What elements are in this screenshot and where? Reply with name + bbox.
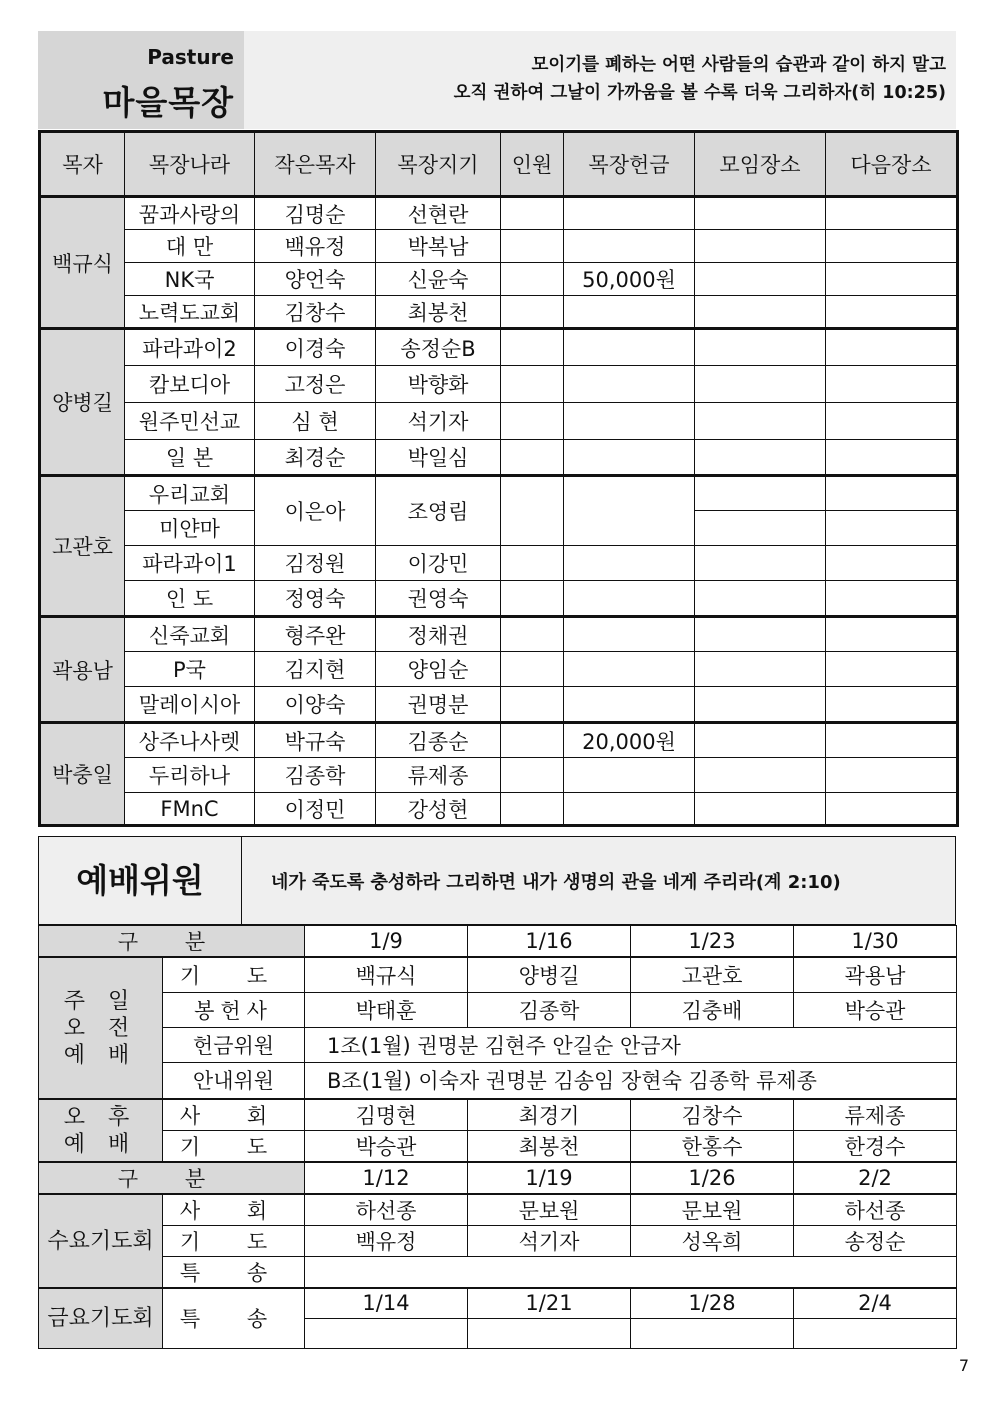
country-cell: 인 도 (125, 581, 255, 617)
pasture-row (40, 263, 958, 296)
country-cell: 미얀마 (125, 511, 255, 546)
pasture-row (40, 617, 958, 652)
next-place-cell (826, 197, 958, 230)
meeting-place-cell (695, 296, 826, 329)
count-cell (501, 403, 564, 440)
small-pastor-cell: 김정원 (255, 546, 376, 581)
next-place-cell (826, 366, 958, 403)
offering-cell (564, 366, 695, 403)
meeting-place-cell (695, 617, 826, 652)
pasture-row (40, 366, 958, 403)
meeting-place-cell (695, 476, 826, 511)
pasture-row (40, 758, 958, 793)
keeper-cell: 권영숙 (376, 581, 501, 617)
sunday-pm-label: 오 후 예 배 (39, 1099, 163, 1162)
name-cell: 백유정 (305, 1226, 468, 1257)
next-place-cell (826, 546, 958, 581)
pasture-title-box (38, 31, 244, 129)
sunday-date-row (39, 926, 957, 958)
worship-title: 예배위원 (39, 837, 242, 924)
role-label: 안내위원 (163, 1062, 305, 1099)
role-label: 특 송 (163, 1257, 305, 1289)
sunday-pm-host-row (39, 1099, 957, 1131)
offering-cell (564, 197, 695, 230)
meeting-place-cell (695, 793, 826, 826)
pasture-row (40, 296, 958, 329)
offering-cell (564, 476, 695, 546)
category-label: 구 분 (39, 926, 305, 958)
next-place-cell (826, 476, 958, 511)
next-place-cell (826, 329, 958, 366)
keeper-cell: 석기자 (376, 403, 501, 440)
small-pastor-cell: 박규숙 (255, 723, 376, 758)
meeting-place-cell (695, 230, 826, 263)
small-pastor-cell: 최경순 (255, 440, 376, 476)
column-header: 인원 (501, 132, 564, 197)
next-place-cell (826, 440, 958, 476)
offering-committee-names: 1조(1월) 권명분 김현주 안길순 안금자 (305, 1027, 957, 1062)
wednesday-special-row (39, 1257, 957, 1289)
name-cell: 한경수 (794, 1131, 957, 1163)
meeting-place-cell (695, 403, 826, 440)
column-header: 목장나라 (125, 132, 255, 197)
date-cell: 1/12 (305, 1162, 468, 1194)
name-cell: 류제종 (794, 1099, 957, 1131)
count-cell (501, 652, 564, 687)
column-header: 목자 (40, 132, 125, 197)
friday-label: 금요기도회 (39, 1288, 163, 1348)
wednesday-label: 수요기도회 (39, 1194, 163, 1288)
count-cell (501, 581, 564, 617)
next-place-cell (826, 230, 958, 263)
role-label: 사 회 (163, 1194, 305, 1226)
role-label: 기 도 (163, 1226, 305, 1257)
name-cell: 박태훈 (305, 992, 468, 1027)
meeting-place-cell (695, 440, 826, 476)
keeper-cell: 조영림 (376, 476, 501, 546)
pasture-header (38, 31, 956, 129)
offering-cell (564, 329, 695, 366)
keeper-cell: 박일심 (376, 440, 501, 476)
pasture-row (40, 581, 958, 617)
keeper-cell: 강성현 (376, 793, 501, 826)
pasture-row (40, 723, 958, 758)
name-cell: 석기자 (468, 1226, 631, 1257)
sunday-am-prayer-row (39, 957, 957, 992)
column-header: 목장지기 (376, 132, 501, 197)
special-song-cell (631, 1318, 794, 1348)
count-cell (501, 723, 564, 758)
date-cell: 1/23 (631, 926, 794, 958)
meeting-place-cell (695, 329, 826, 366)
name-cell: 고관호 (631, 957, 794, 992)
small-pastor-cell: 정영숙 (255, 581, 376, 617)
next-place-cell (826, 723, 958, 758)
next-place-cell (826, 511, 958, 546)
offering-cell (564, 617, 695, 652)
name-cell: 양병길 (468, 957, 631, 992)
worship-verse: 네가 죽도록 충성하라 그리하면 내가 생명의 관을 네게 주리라(계 2:10) (271, 872, 841, 893)
pasture-row (40, 230, 958, 263)
keeper-cell: 김종순 (376, 723, 501, 758)
name-cell: 최봉천 (468, 1131, 631, 1163)
keeper-cell: 이강민 (376, 546, 501, 581)
next-place-cell (826, 617, 958, 652)
offering-cell (564, 581, 695, 617)
special-song-cell (305, 1257, 957, 1289)
name-cell: 하선종 (794, 1194, 957, 1226)
special-song-cell (794, 1318, 957, 1348)
meeting-place-cell (695, 758, 826, 793)
pasture-table-head (40, 132, 958, 197)
small-pastor-cell: 심 현 (255, 403, 376, 440)
name-cell: 곽용남 (794, 957, 957, 992)
role-label: 봉헌사 (163, 992, 305, 1027)
wednesday-host-row (39, 1194, 957, 1226)
name-cell: 백규식 (305, 957, 468, 992)
small-pastor-cell: 이양숙 (255, 687, 376, 723)
special-song-cell (468, 1318, 631, 1348)
name-cell: 문보원 (631, 1194, 794, 1226)
name-cell: 박승관 (794, 992, 957, 1027)
country-cell: 파라과이2 (125, 329, 255, 366)
name-cell: 송정순 (794, 1226, 957, 1257)
count-cell (501, 329, 564, 366)
count-cell (501, 230, 564, 263)
meeting-place-cell (695, 687, 826, 723)
country-cell: NK국 (125, 263, 255, 296)
column-header: 다음장소 (826, 132, 958, 197)
keeper-cell: 정채권 (376, 617, 501, 652)
small-pastor-cell: 이은아 (255, 476, 376, 546)
pasture-row (40, 329, 958, 366)
meeting-place-cell (695, 511, 826, 546)
next-place-cell (826, 403, 958, 440)
role-label: 헌금위원 (163, 1027, 305, 1062)
keeper-cell: 선현란 (376, 197, 501, 230)
sunday-am-offertory-row (39, 992, 957, 1027)
keeper-cell: 신윤숙 (376, 263, 501, 296)
column-header: 모임장소 (695, 132, 826, 197)
offering-cell (564, 546, 695, 581)
meeting-place-cell (695, 723, 826, 758)
country-cell: 파라과이1 (125, 546, 255, 581)
role-label: 기 도 (163, 957, 305, 992)
role-label: 기 도 (163, 1131, 305, 1163)
next-place-cell (826, 263, 958, 296)
date-cell: 1/19 (468, 1162, 631, 1194)
count-cell (501, 197, 564, 230)
count-cell (501, 793, 564, 826)
next-place-cell (826, 758, 958, 793)
date-cell: 2/2 (794, 1162, 957, 1194)
pasture-table-body (40, 197, 958, 826)
pastor-name: 백규식 (40, 197, 125, 329)
small-pastor-cell: 김명순 (255, 197, 376, 230)
pastor-name: 곽용남 (40, 617, 125, 723)
count-cell (501, 617, 564, 652)
meeting-place-cell (695, 366, 826, 403)
country-cell: 원주민선교 (125, 403, 255, 440)
pasture-title-ko: 마을목장 (102, 83, 234, 122)
offering-cell (564, 230, 695, 263)
next-place-cell (826, 296, 958, 329)
column-header: 목장헌금 (564, 132, 695, 197)
name-cell: 한홍수 (631, 1131, 794, 1163)
role-label: 사 회 (163, 1099, 305, 1131)
count-cell (501, 687, 564, 723)
meeting-place-cell (695, 546, 826, 581)
date-cell: 1/30 (794, 926, 957, 958)
date-cell: 1/9 (305, 926, 468, 958)
small-pastor-cell: 이경숙 (255, 329, 376, 366)
pasture-row (40, 546, 958, 581)
country-cell: 신죽교회 (125, 617, 255, 652)
country-cell: FMnC (125, 793, 255, 826)
meeting-place-cell (695, 652, 826, 687)
small-pastor-cell: 김종학 (255, 758, 376, 793)
wednesday-date-row (39, 1162, 957, 1194)
offering-cell (564, 793, 695, 826)
sunday-am-usher-row (39, 1062, 957, 1099)
country-cell: 캄보디아 (125, 366, 255, 403)
date-cell: 1/21 (468, 1288, 631, 1318)
keeper-cell: 양임순 (376, 652, 501, 687)
pastor-name: 양병길 (40, 329, 125, 476)
worship-table (38, 925, 957, 1349)
count-cell (501, 476, 564, 546)
small-pastor-cell: 김지현 (255, 652, 376, 687)
date-cell: 1/26 (631, 1162, 794, 1194)
name-cell: 박승관 (305, 1131, 468, 1163)
meeting-place-cell (695, 581, 826, 617)
small-pastor-cell: 이정민 (255, 793, 376, 826)
date-cell: 1/16 (468, 926, 631, 958)
pasture-title-en: Pasture (147, 45, 234, 69)
name-cell: 김명현 (305, 1099, 468, 1131)
pasture-row (40, 793, 958, 826)
country-cell: 말레이시아 (125, 687, 255, 723)
count-cell (501, 758, 564, 793)
name-cell: 문보원 (468, 1194, 631, 1226)
date-cell: 2/4 (794, 1288, 957, 1318)
meeting-place-cell (695, 197, 826, 230)
pasture-verse (286, 51, 946, 107)
pasture-verse-line1: 모이기를 폐하는 어떤 사람들의 습관과 같이 하지 말고 (531, 55, 946, 75)
sunday-am-label: 주 일 오 전 예 배 (39, 957, 163, 1099)
pastor-name: 고관호 (40, 476, 125, 617)
column-header: 작은목자 (255, 132, 376, 197)
country-cell: 우리교회 (125, 476, 255, 511)
count-cell (501, 546, 564, 581)
next-place-cell (826, 652, 958, 687)
pasture-table (38, 130, 959, 827)
worship-header (38, 836, 956, 925)
small-pastor-cell: 백유정 (255, 230, 376, 263)
keeper-cell: 권명분 (376, 687, 501, 723)
country-cell: 두리하나 (125, 758, 255, 793)
usher-names: B조(1월) 이숙자 권명분 김송임 장현숙 김종학 류제종 (305, 1062, 957, 1099)
pasture-verse-line2: 오직 권하여 그날이 가까움을 볼 수록 더욱 그리하자(히 10:25) (453, 83, 946, 103)
country-cell: P국 (125, 652, 255, 687)
count-cell (501, 296, 564, 329)
sunday-pm-prayer-row (39, 1131, 957, 1163)
date-cell: 1/14 (305, 1288, 468, 1318)
role-label: 특 송 (163, 1288, 305, 1348)
country-cell: 일 본 (125, 440, 255, 476)
next-place-cell (826, 793, 958, 826)
next-place-cell (826, 581, 958, 617)
name-cell: 김종학 (468, 992, 631, 1027)
keeper-cell: 박향화 (376, 366, 501, 403)
pasture-row (40, 403, 958, 440)
keeper-cell: 송정순B (376, 329, 501, 366)
keeper-cell: 류제종 (376, 758, 501, 793)
page-number: 7 (958, 1356, 969, 1375)
next-place-cell (826, 687, 958, 723)
country-cell: 노력도교회 (125, 296, 255, 329)
category-label: 구 분 (39, 1162, 305, 1194)
sunday-am-offering-committee-row (39, 1027, 957, 1062)
pasture-row (40, 440, 958, 476)
friday-date-row (39, 1288, 957, 1318)
country-cell: 꿈과사랑의 (125, 197, 255, 230)
pasture-row (40, 652, 958, 687)
offering-cell (564, 652, 695, 687)
keeper-cell: 박복남 (376, 230, 501, 263)
offering-cell (564, 296, 695, 329)
special-song-cell (305, 1318, 468, 1348)
pasture-row (40, 476, 958, 511)
pasture-row (40, 687, 958, 723)
date-cell: 1/28 (631, 1288, 794, 1318)
pasture-row (40, 197, 958, 230)
count-cell (501, 263, 564, 296)
offering-cell: 50,000원 (564, 263, 695, 296)
count-cell (501, 366, 564, 403)
small-pastor-cell: 양언숙 (255, 263, 376, 296)
offering-cell (564, 758, 695, 793)
offering-cell (564, 440, 695, 476)
small-pastor-cell: 김창수 (255, 296, 376, 329)
small-pastor-cell: 고정은 (255, 366, 376, 403)
offering-cell (564, 403, 695, 440)
country-cell: 상주나사렛 (125, 723, 255, 758)
name-cell: 최경기 (468, 1099, 631, 1131)
name-cell: 성옥희 (631, 1226, 794, 1257)
pastor-name: 박충일 (40, 723, 125, 826)
offering-cell: 20,000원 (564, 723, 695, 758)
name-cell: 김충배 (631, 992, 794, 1027)
keeper-cell: 최봉천 (376, 296, 501, 329)
name-cell: 김창수 (631, 1099, 794, 1131)
country-cell: 대 만 (125, 230, 255, 263)
meeting-place-cell (695, 263, 826, 296)
count-cell (501, 440, 564, 476)
small-pastor-cell: 형주완 (255, 617, 376, 652)
offering-cell (564, 687, 695, 723)
wednesday-prayer-row (39, 1226, 957, 1257)
name-cell: 하선종 (305, 1194, 468, 1226)
